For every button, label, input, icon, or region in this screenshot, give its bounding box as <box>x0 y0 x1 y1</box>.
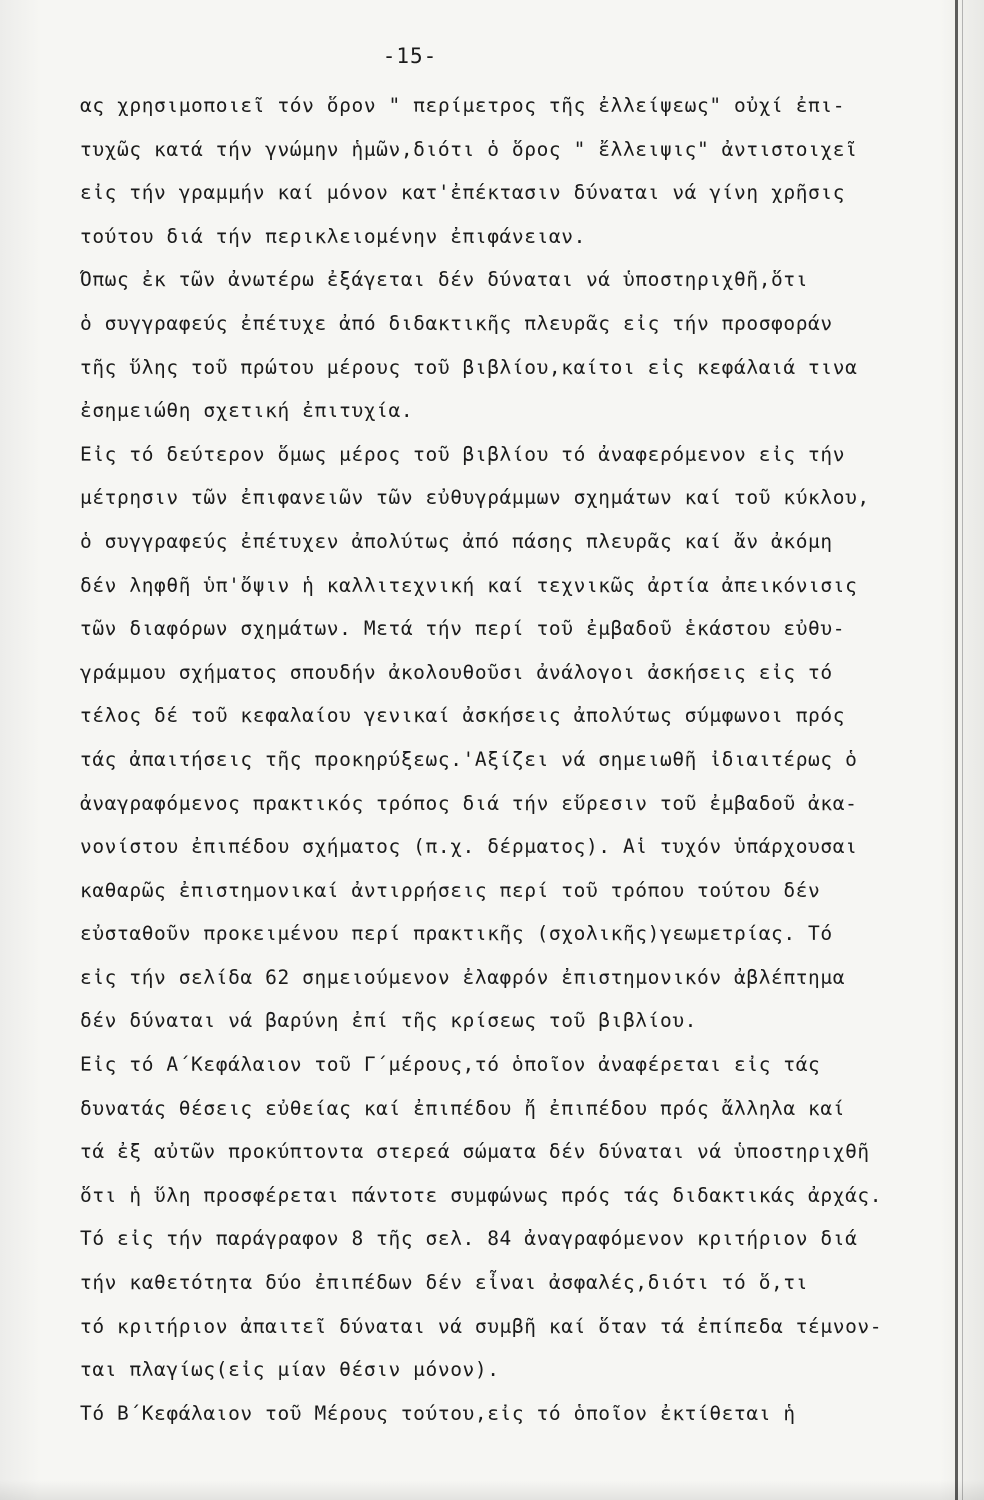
text-line: γράμμου σχήματος σπουδήν ἀκολουθοῦσι ἀνάλογοι ἀσκήσεις εἰς τό <box>80 660 833 684</box>
text-line: τό κριτήριον ἀπαιτεῖ δύναται νά συμβῆ καί ὅταν τά ἐπίπεδα τέμνον- <box>80 1314 883 1338</box>
text-line: εἰς τήν γραμμήν καί μόνον κατ'ἐπέκτασιν δύναται νά γίνη χρῆσις <box>80 181 846 205</box>
text-line: τούτου διά τήν περικλειομένην ἐπιφάνειαν. <box>80 224 586 248</box>
text-line: δέν δύναται νά βαρύνη ἐπί τῆς κρίσεως τοῦ βιβλίου. <box>80 1009 697 1033</box>
text-line: δυνατάς θέσεις εὐθείας καί ἐπιπέδου ἤ ἐπιπέδου πρός ἄλληλα καί <box>80 1096 846 1120</box>
text-line: εὐσταθοῦν προκειμένου περί πρακτικῆς (σχολικῆς)γεωμετρίας. Τό <box>80 922 833 946</box>
text-line: τῆς ὕλης τοῦ πρώτου μέρους τοῦ βιβλίου,καίτοι εἰς κεφάλαιά τινα <box>80 355 858 379</box>
text-line: νονίστου ἐπιπέδου σχήματος (π.χ. δέρματος). Αἱ τυχόν ὑπάρχουσαι <box>80 835 858 859</box>
text-line: εἰς τήν σελίδα 62 σημειούμενον ἐλαφρόν ἐπιστημονικόν ἀβλέπτημα <box>80 965 846 989</box>
text-line: ἀναγραφόμενος πρακτικός τρόπος διά τήν εὕρεσιν τοῦ ἐμβαδοῦ ἀκα- <box>80 791 858 815</box>
text-line: Εἰς τό Α΄Κεφάλαιον τοῦ Γ΄μέρους,τό ὁποῖον ἀναφέρεται εἰς τάς <box>80 1053 821 1077</box>
body-text <box>80 84 942 1435</box>
text-line: Εἰς τό δεύτερον ὅμως μέρος τοῦ βιβλίου τό ἀναφερόμενον εἰς τήν <box>80 442 846 466</box>
text-line: ται πλαγίως(εἰς μίαν θέσιν μόνον). <box>80 1358 500 1382</box>
text-line: ἐσημειώθη σχετική ἐπιτυχία. <box>80 399 414 423</box>
text-line: τήν καθετότητα δύο ἐπιπέδων δέν εἶναι ἀσφαλές,διότι τό ὅ,τι <box>80 1271 809 1295</box>
text-line: Ὅπως ἐκ τῶν ἀνωτέρω ἐξάγεται δέν δύναται νά ὑποστηριχθῆ,ὅτι <box>80 268 809 292</box>
text-line: τά ἐξ αὐτῶν προκύπτοντα στερεά σώματα δέν δύναται νά ὑποστηριχθῆ <box>80 1140 870 1164</box>
page-edge-rule <box>955 0 958 1500</box>
text-line: τυχῶς κατά τήν γνώμην ἡμῶν,διότι ὁ ὅρος " ἔλλειψις" ἀντιστοιχεῖ <box>80 137 858 161</box>
text-line: τάς ἀπαιτήσεις τῆς προκηρύξεως.'Αξίζει νά σημειωθῆ ἰδιαιτέρως ὁ <box>80 747 858 771</box>
page-bottom-shadow <box>0 1480 984 1500</box>
text-line: Τό εἰς τήν παράγραφον 8 τῆς σελ. 84 ἀναγραφόμενον κριτήριον διά <box>80 1227 858 1251</box>
text-line: δέν ληφθῆ ὑπ'ὄψιν ἡ καλλιτεχνική καί τεχνικῶς ἀρτία ἀπεικόνισις <box>80 573 858 597</box>
text-line: καθαρῶς ἐπιστημονικαί ἀντιρρήσεις περί τοῦ τρόπου τούτου δέν <box>80 878 821 902</box>
text-line: ὁ συγγραφεύς ἐπέτυχεν ἀπολύτως ἀπό πάσης πλευρᾶς καί ἄν ἀκόμη <box>80 529 833 553</box>
text-line: ας χρησιμοποιεῖ τόν ὅρον " περίμετρος τῆς ἐλλείψεως" οὐχί ἐπι- <box>80 94 846 117</box>
page-edge-rule-inner <box>962 0 963 1500</box>
text-line: μέτρησιν τῶν ἐπιφανειῶν τῶν εὐθυγράμμων σχημάτων καί τοῦ κύκλου, <box>80 486 870 510</box>
text-line: ὅτι ἡ ὕλη προσφέρεται πάντοτε συμφώνως πρός τάς διδακτικάς ἀρχάς. <box>80 1183 883 1207</box>
text-line: τῶν διαφόρων σχημάτων. Μετά τήν περί τοῦ ἐμβαδοῦ ἑκάστου εὐθυ- <box>80 617 846 641</box>
text-line: Τό Β΄Κεφάλαιον τοῦ Μέρους τούτου,εἰς τό ὁποῖον ἐκτίθεται ἡ <box>80 1401 796 1425</box>
page-number: -15- <box>382 44 438 68</box>
text-line: ὁ συγγραφεύς ἐπέτυχε ἀπό διδακτικῆς πλευρᾶς εἰς τήν προσφοράν <box>80 311 833 335</box>
text-line: τέλος δέ τοῦ κεφαλαίου γενικαί ἀσκήσεις ἀπολύτως σύμφωνοι πρός <box>80 704 846 728</box>
